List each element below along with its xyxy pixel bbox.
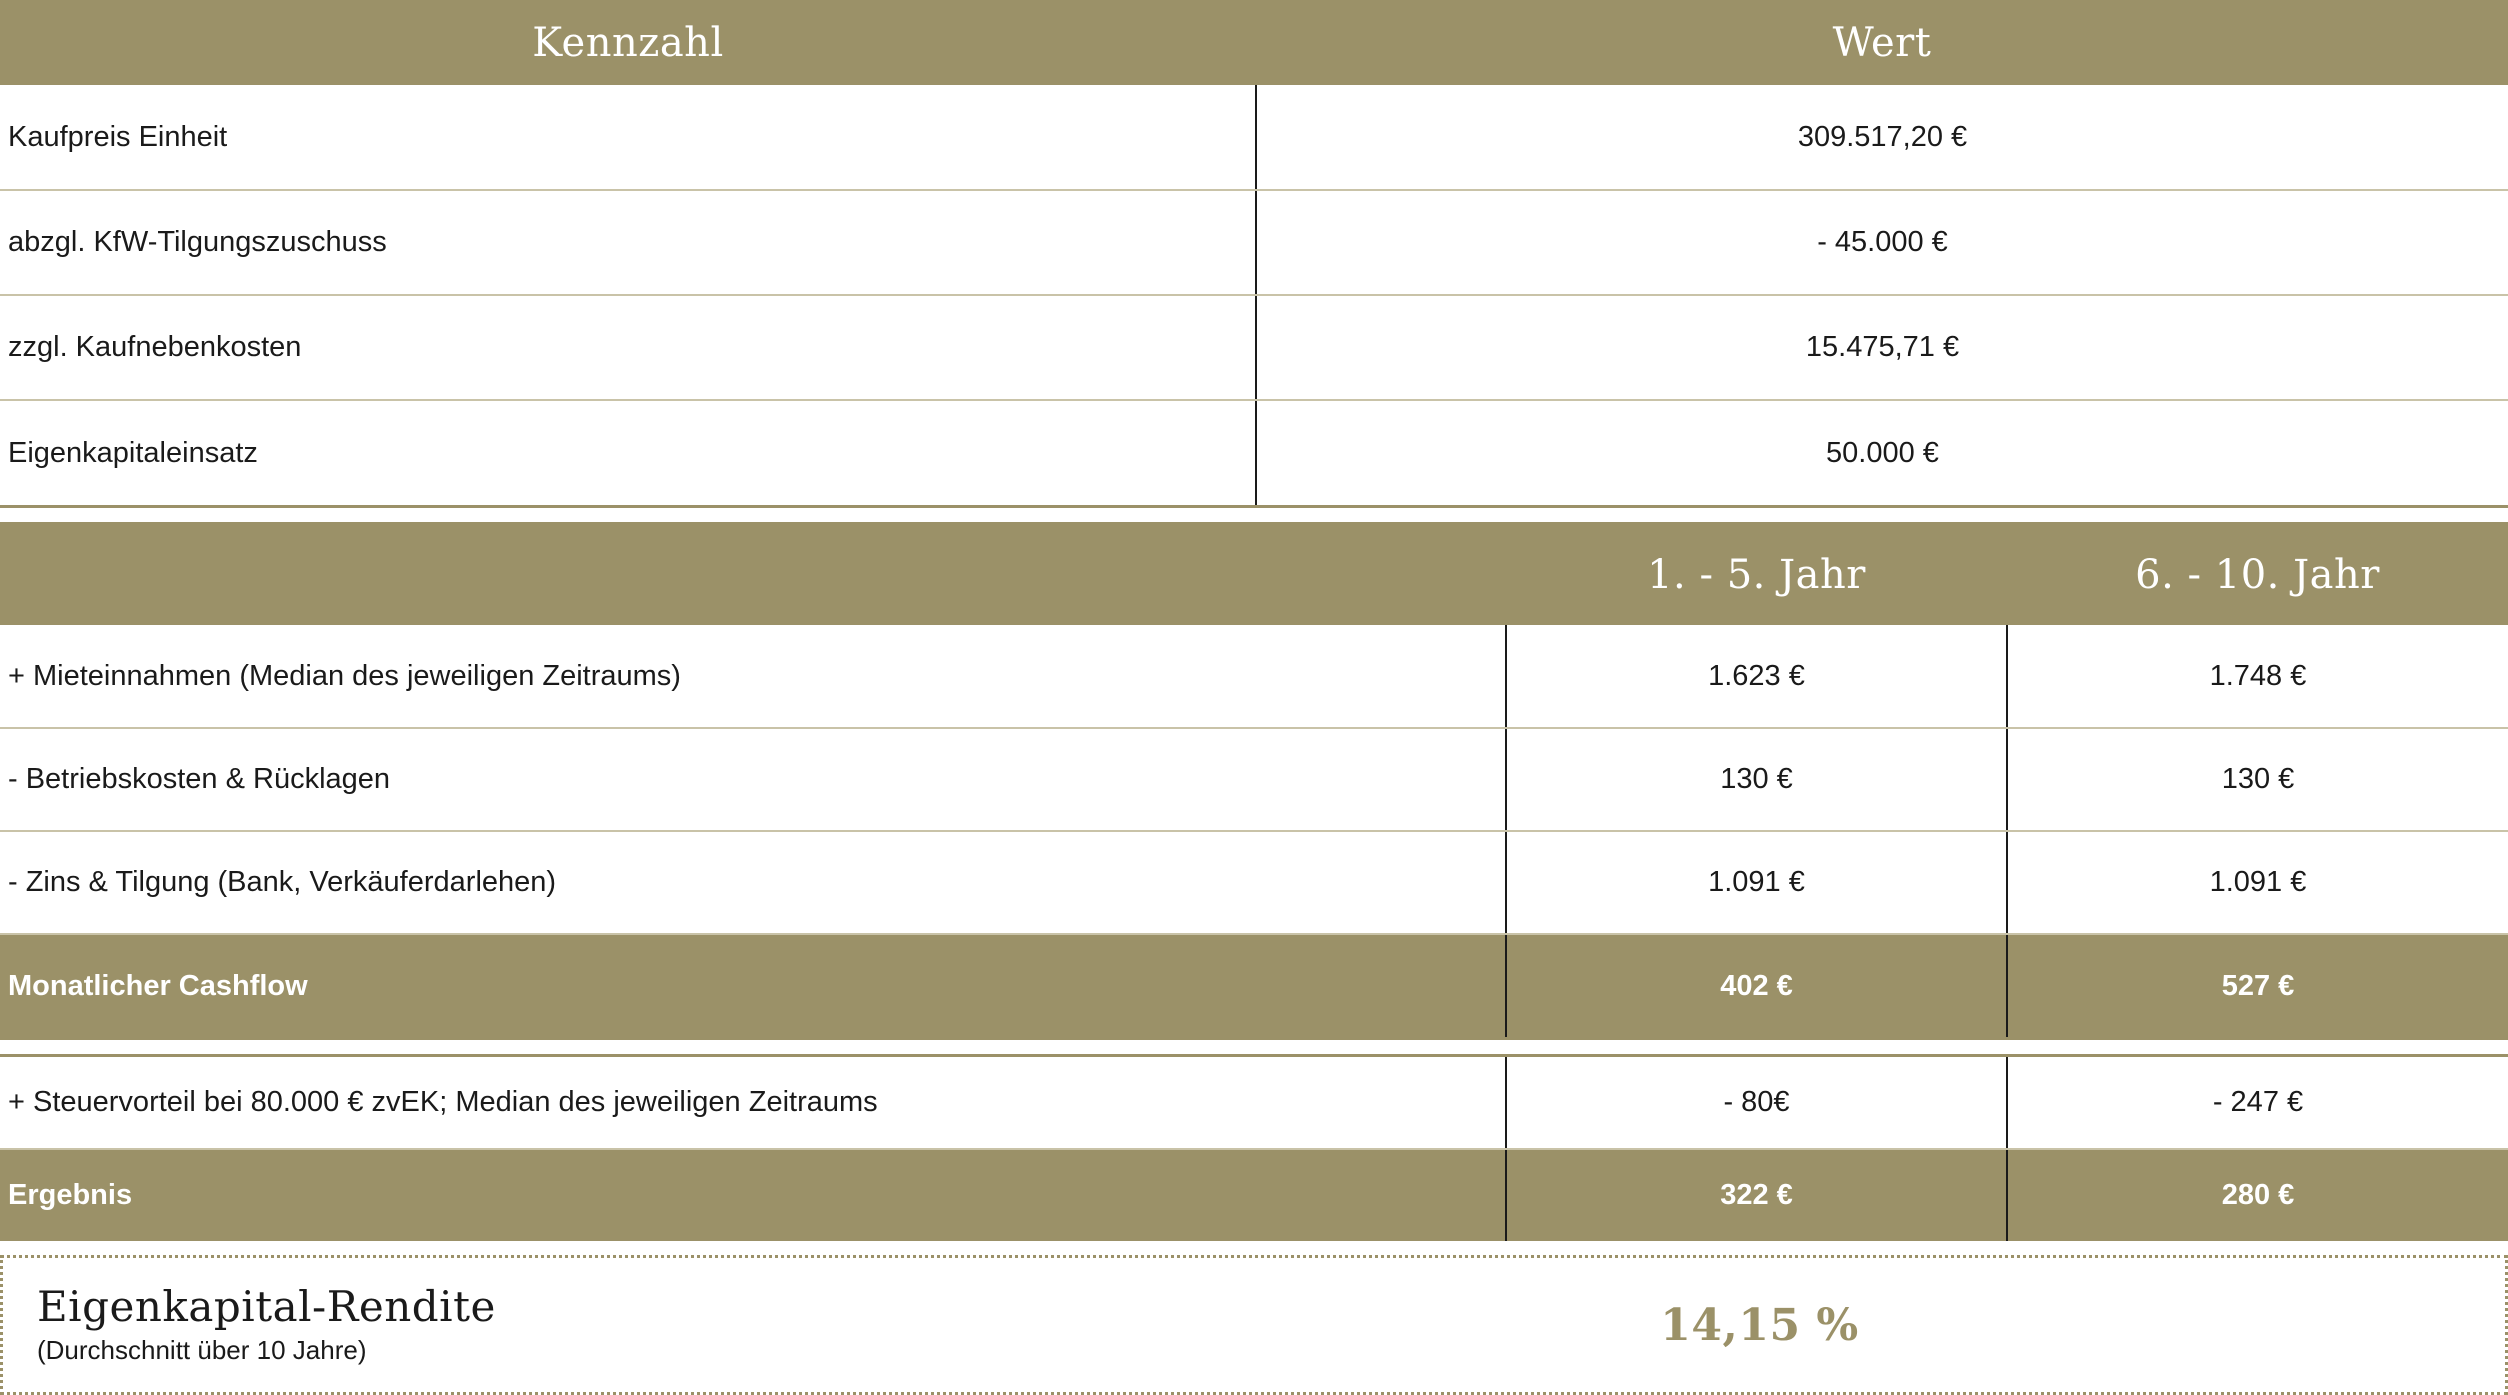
key-figures-header-row [0, 0, 2508, 85]
cashflow-table [0, 525, 2508, 1037]
row-value-period-1: 1.623 € [1506, 625, 2007, 728]
cashflow-total-row [0, 934, 2508, 1037]
total-value-period-2: 527 € [2007, 934, 2508, 1037]
equity-return-subtitle: (Durchschnitt über 10 Jahre) [37, 1334, 367, 1365]
table-row [0, 190, 2508, 295]
row-value-period-2: 130 € [2007, 728, 2508, 831]
equity-return-value: 14,15 % [1660, 1299, 1859, 1351]
equity-return-box [0, 1255, 2508, 1395]
row-label: Eigenkapitaleinsatz [8, 436, 258, 469]
row-value-period-1: - 80€ [1506, 1057, 2007, 1149]
table-row [0, 295, 2508, 400]
header-period-1: 1. - 5. Jahr [1506, 525, 2007, 625]
row-value: 50.000 € [1256, 400, 2508, 505]
row-value-period-2: 1.748 € [2007, 625, 2508, 728]
total-label: Monatlicher Cashflow [0, 934, 1506, 1037]
equity-return-text [37, 1284, 496, 1365]
row-label: Kaufpreis Einheit [0, 85, 1256, 190]
section-divider [0, 505, 2508, 525]
row-value-period-2: - 247 € [2007, 1057, 2508, 1149]
table-row [0, 400, 2508, 505]
table-row [0, 85, 2508, 190]
result-total-row [0, 1149, 2508, 1241]
table-row [0, 625, 2508, 728]
table-row [0, 831, 2508, 934]
row-label: - Zins & Tilgung (Bank, Verkäuferdarlehen) [0, 831, 1506, 934]
header-kennzahl: Kennzahl [0, 0, 1256, 85]
row-label: abzgl. KfW-Tilgungszuschuss [0, 190, 1256, 295]
header-wert: Wert [1256, 0, 2508, 85]
row-value: - 45.000 € [1256, 190, 2508, 295]
key-figures-table [0, 0, 2508, 505]
equity-return-title: Eigenkapital-Rendite [37, 1282, 496, 1332]
row-value-period-1: 130 € [1506, 728, 2007, 831]
row-label: + Mieteinnahmen (Median des jeweiligen Zeitraums) [0, 625, 1506, 728]
row-value-period-2: 1.091 € [2007, 831, 2508, 934]
total-label: Ergebnis [0, 1149, 1506, 1241]
row-label: - Betriebskosten & Rücklagen [0, 728, 1506, 831]
header-empty [0, 525, 1506, 625]
row-value-period-1: 1.091 € [1506, 831, 2007, 934]
result-table [0, 1057, 2508, 1241]
total-value-period-2: 280 € [2007, 1149, 2508, 1241]
cashflow-header-row [0, 525, 2508, 625]
total-value-period-1: 402 € [1506, 934, 2007, 1037]
row-label: + Steuervorteil bei 80.000 € zvEK; Median des jeweiligen Zeitraums [0, 1057, 1506, 1149]
row-value: 309.517,20 € [1256, 85, 2508, 190]
table-row [0, 1057, 2508, 1149]
row-value: 15.475,71 € [1256, 295, 2508, 400]
total-value-period-1: 322 € [1506, 1149, 2007, 1241]
row-label: zzgl. Kaufnebenkosten [0, 295, 1256, 400]
section-divider [0, 1037, 2508, 1057]
header-period-2: 6. - 10. Jahr [2007, 525, 2508, 625]
table-row [0, 728, 2508, 831]
